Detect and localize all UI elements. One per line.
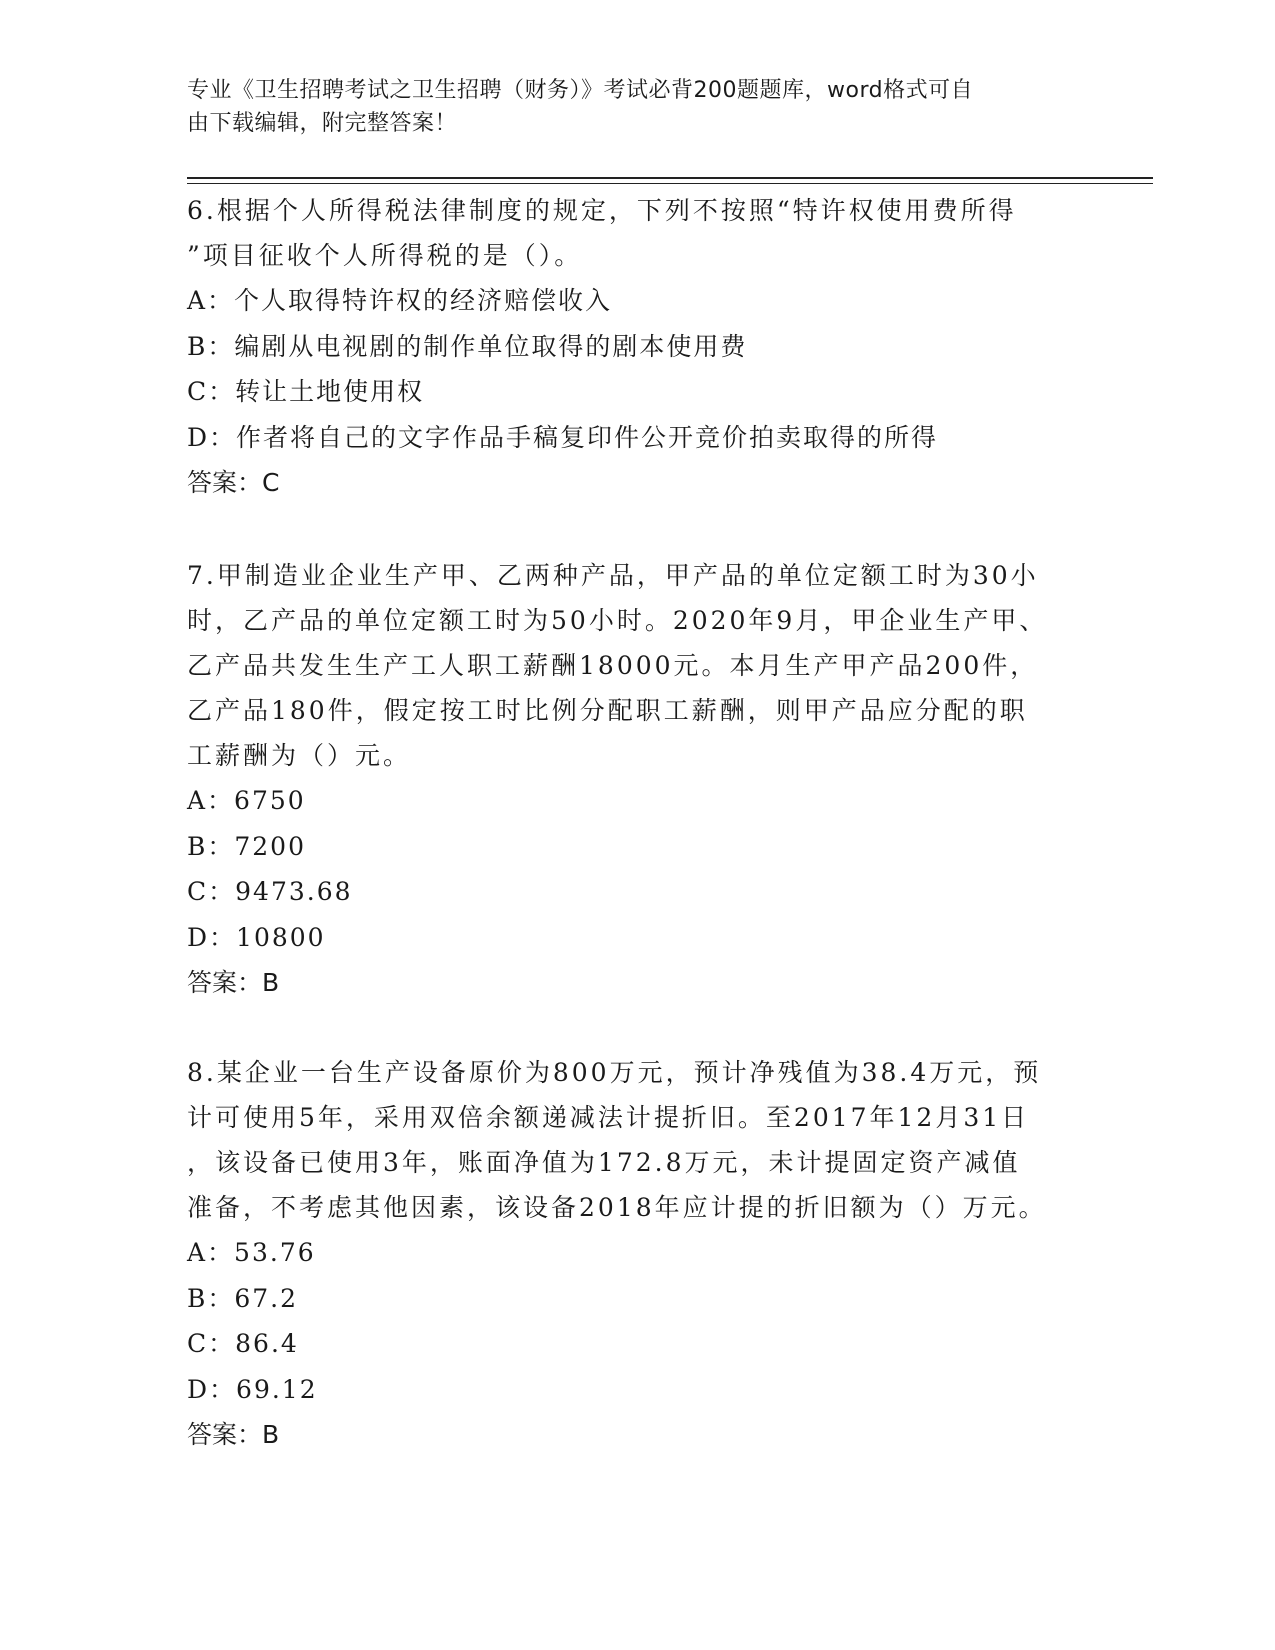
option-a: A：个人取得特许权的经济赔偿收入 xyxy=(187,286,613,315)
question-8 xyxy=(187,1050,1087,1457)
header-divider-thin xyxy=(187,183,1153,184)
option-c: C：86.4 xyxy=(187,1329,299,1358)
answer-label: 答案：B xyxy=(187,968,280,997)
question-stem-line: 乙产品共发生生产工人职工薪酬18000元。本月生产甲产品200件， xyxy=(187,651,1039,680)
option-d: D：69.12 xyxy=(187,1374,318,1404)
option-c: C：转让土地使用权 xyxy=(187,377,425,406)
header-divider-thick xyxy=(187,177,1153,179)
option-c: C：9473.68 xyxy=(187,877,353,906)
question-6 xyxy=(187,188,1087,505)
question-stem-line: 工薪酬为（）元。 xyxy=(187,741,412,770)
question-7 xyxy=(187,553,1087,1005)
document-header xyxy=(187,74,1067,140)
question-stem-line: ”项目征收个人所得税的是（）。 xyxy=(187,241,583,270)
option-b: B：编剧从电视剧的制作单位取得的剧本使用费 xyxy=(187,331,748,361)
option-d: D：10800 xyxy=(187,922,326,952)
header-line-1: 专业《卫生招聘考试之卫生招聘（财务）》考试必背200题题库，word格式可自 xyxy=(187,78,974,103)
question-stem-line: 时，乙产品的单位定额工时为50小时。2020年9月，甲企业生产甲、 xyxy=(187,606,1048,635)
question-stem-line: 准备，不考虑其他因素，该设备2018年应计提的折旧额为（）万元。 xyxy=(187,1193,1047,1222)
question-stem-line: ，该设备已使用3年，账面净值为172.8万元，未计提固定资产减值 xyxy=(187,1148,1021,1177)
question-stem-line: 6.根据个人所得税法律制度的规定，下列不按照“特许权使用费所得 xyxy=(187,196,1017,225)
question-stem-line: 计可使用5年，采用双倍余额递减法计提折旧。至2017年12月31日 xyxy=(187,1103,1030,1132)
option-a: A：6750 xyxy=(187,786,306,815)
question-stem-line: 乙产品180件，假定按工时比例分配职工薪酬，则甲产品应分配的职 xyxy=(187,696,1028,725)
question-stem-line: 7.甲制造业企业生产甲、乙两种产品，甲产品的单位定额工时为30小 xyxy=(187,561,1039,590)
answer-label: 答案：B xyxy=(187,1420,280,1449)
option-a: A：53.76 xyxy=(187,1238,316,1267)
option-d: D：作者将自己的文字作品手稿复印件公开竞价拍卖取得的所得 xyxy=(187,422,939,452)
option-b: B：67.2 xyxy=(187,1283,299,1313)
header-line-2: 由下载编辑，附完整答案！ xyxy=(187,111,458,136)
answer-label: 答案：C xyxy=(187,468,280,497)
question-stem-line: 8.某企业一台生产设备原价为800万元，预计净残值为38.4万元，预 xyxy=(187,1058,1042,1087)
option-b: B：7200 xyxy=(187,831,306,861)
